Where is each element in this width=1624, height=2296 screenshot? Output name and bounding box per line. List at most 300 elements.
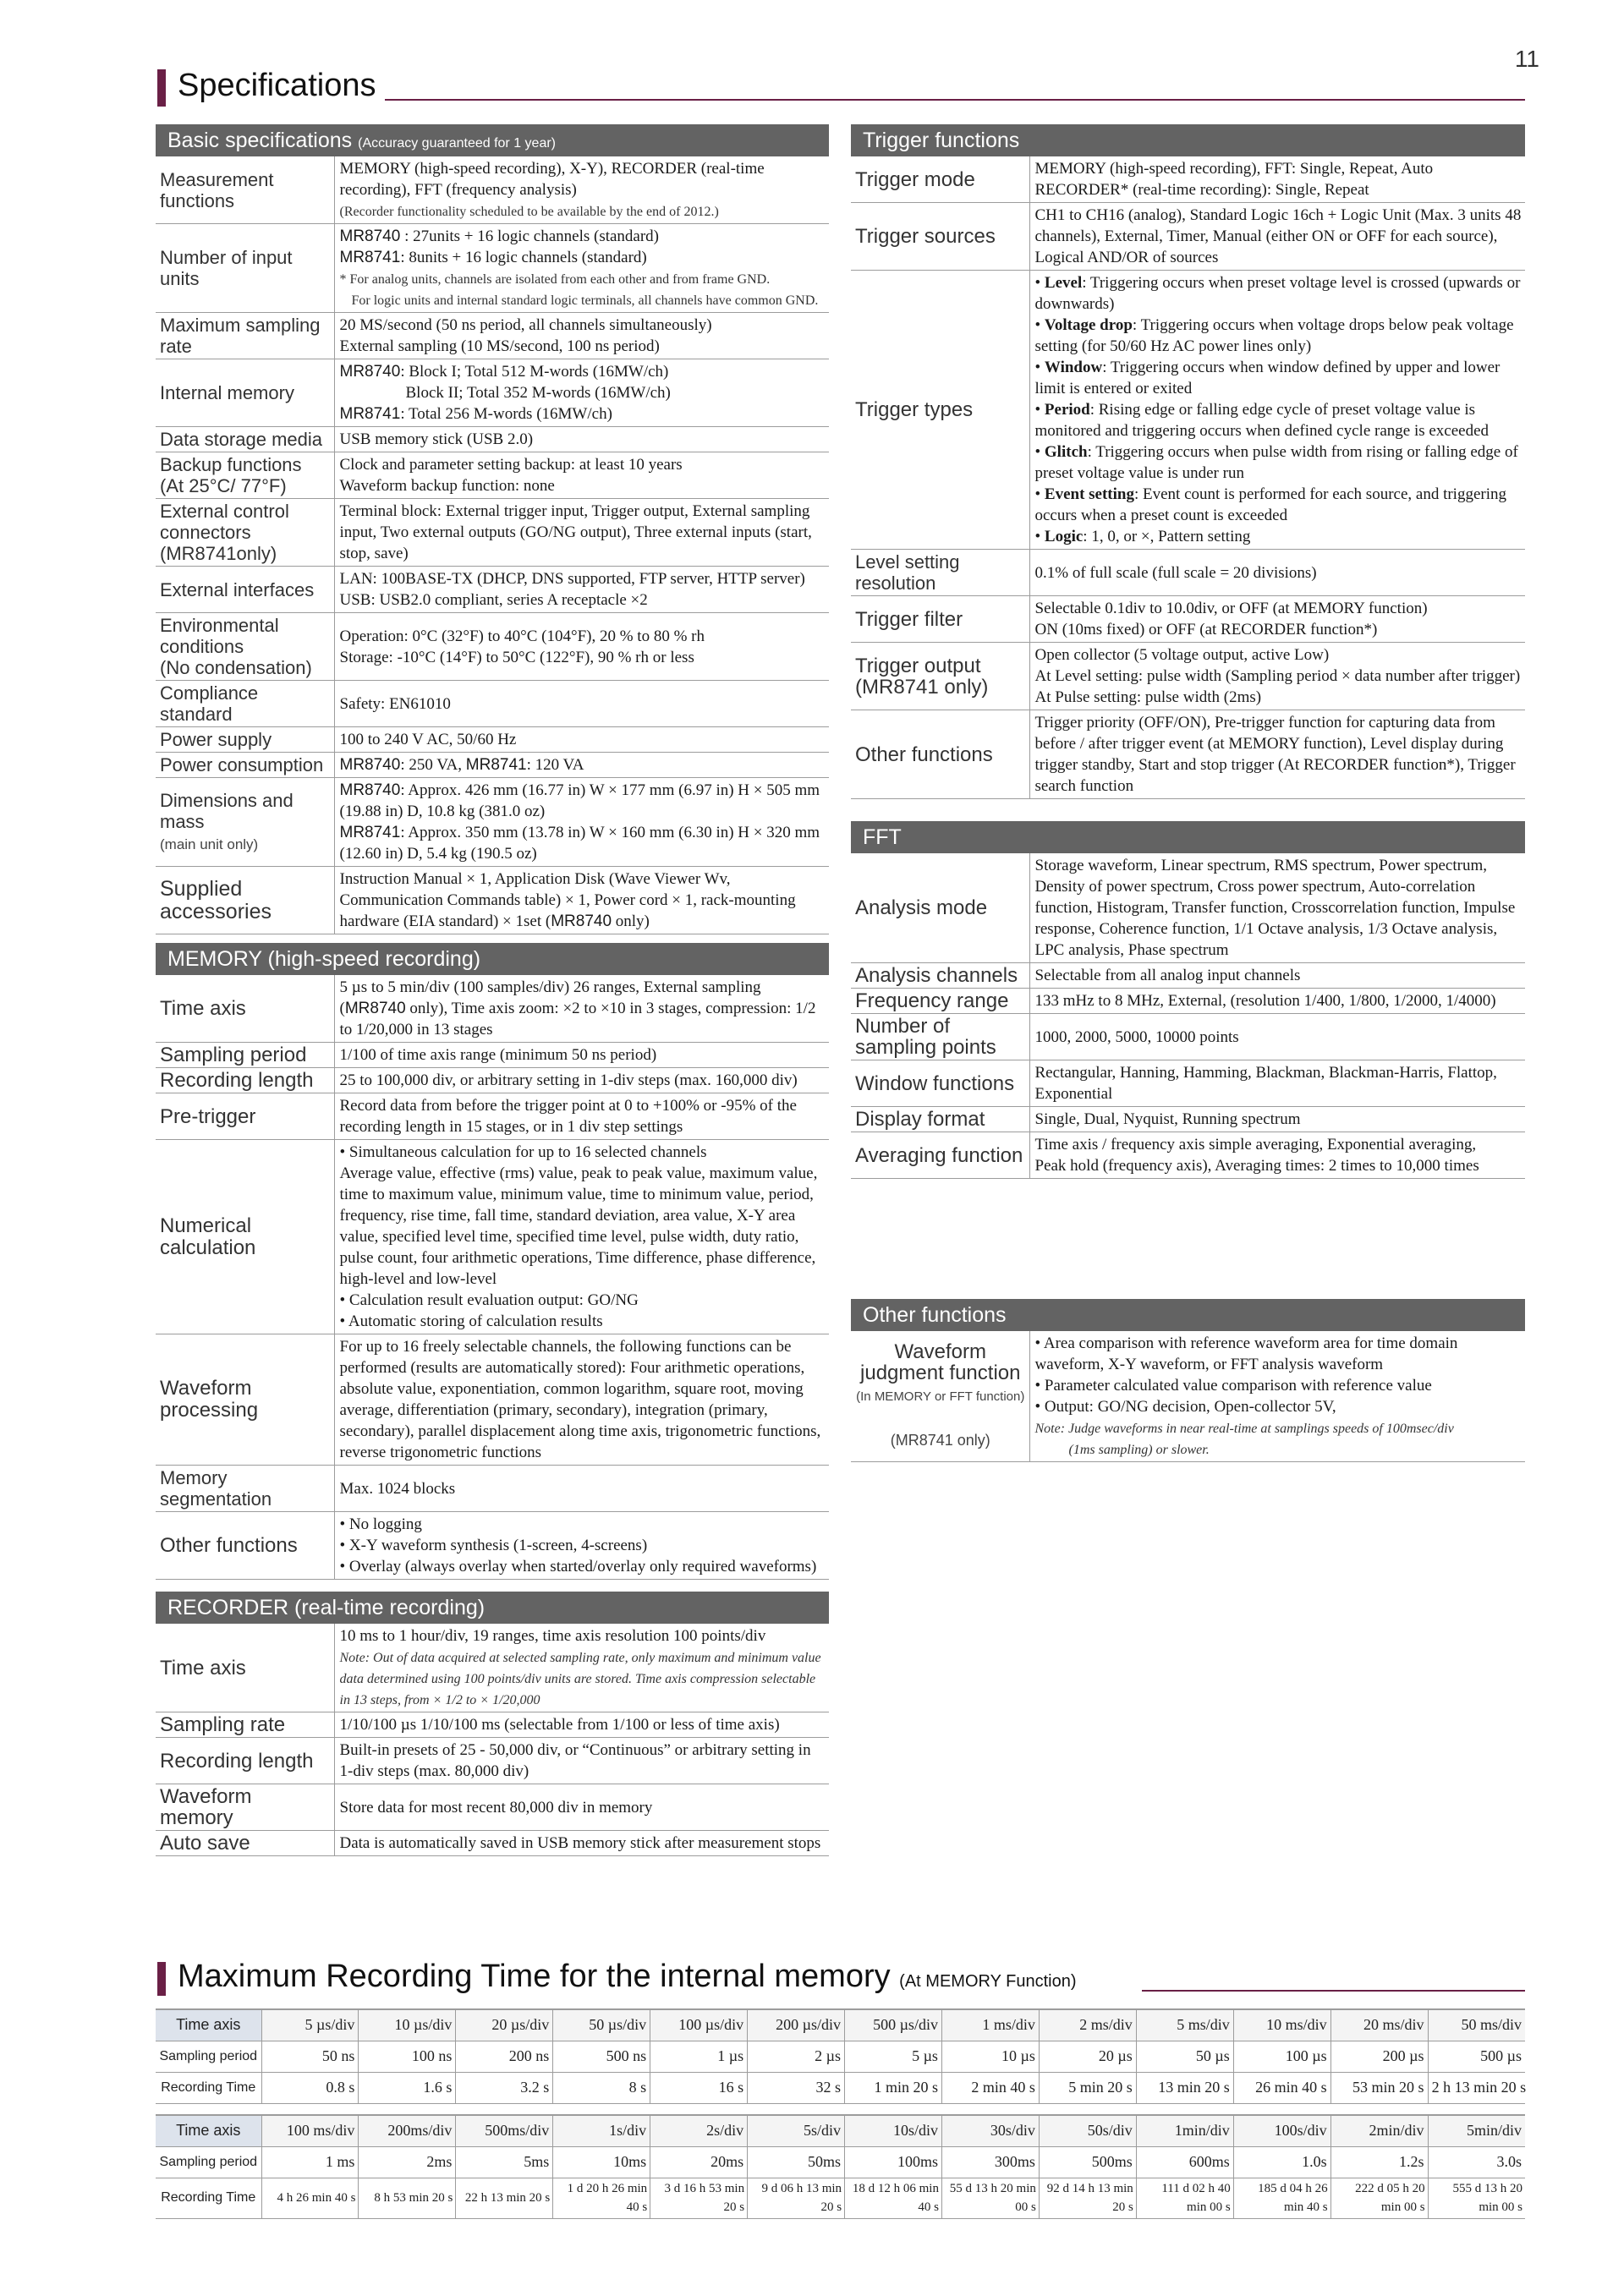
recording-time-table-2 [156, 2114, 1525, 2219]
row-label [156, 452, 334, 499]
row-value: Store data for most recent 80,000 div in memory [334, 1784, 829, 1831]
table-cell: 1 d 20 h 26 min 40 s [553, 2178, 650, 2218]
value-text: : Approx. 350 mm (13.78 in) W × 160 mm (6.30 in) H × 320 mm (12.60 in) D, 5.4 kg (190.5 oz) [339, 824, 820, 863]
basic-specs-title: Basic specifications [167, 129, 353, 152]
memory-header: MEMORY (high-speed recording) [156, 943, 829, 975]
row-value: Rectangular, Hanning, Hamming, Blackman, Blackman-Harris, Flattop, Exponential [1029, 1060, 1525, 1107]
table-row [156, 613, 829, 681]
basic-specs-table [156, 156, 829, 934]
table-cell: 100 µs/div [650, 2009, 748, 2041]
model-name: MR8740 [339, 227, 401, 245]
model-name: MR8740 [551, 912, 612, 930]
row-label: Window functions [851, 1060, 1029, 1107]
table-row [156, 313, 829, 359]
table-cell: 3.2 s [456, 2072, 553, 2103]
table-row [851, 203, 1525, 271]
row-header: Time axis [156, 2115, 261, 2146]
value-text: • X-Y waveform synthesis (1-screen, 4-screens) [339, 1537, 648, 1554]
value-text: : 1, 0, or ×, Pattern setting [1083, 528, 1251, 545]
model-name: MR8740 [339, 781, 401, 799]
table-cell: 55 d 13 h 20 min 00 s [941, 2178, 1039, 2218]
value-text: 10 ms to 1 hour/div, 19 ranges, time axis resolution 100 points/div [339, 1627, 766, 1645]
recording-title [178, 1959, 1077, 1995]
row-label [851, 1331, 1029, 1462]
table-cell: 26 min 40 s [1233, 2072, 1330, 2103]
table-cell: 13 min 20 s [1136, 2072, 1233, 2103]
value-text: At Level setting: pulse width (Sampling period × data number after trigger) [1034, 667, 1521, 685]
table-cell: 92 d 14 h 13 min 20 s [1039, 2178, 1136, 2218]
time-axis-row [156, 2115, 1525, 2146]
fft-header: FFT [851, 821, 1525, 853]
table-row [156, 1068, 829, 1093]
model-name: MR8741 [465, 756, 527, 774]
table-cell: 1.2s [1330, 2146, 1428, 2178]
value-text: Operation: 0°C (32°F) to 40°C (104°F), 20 % to 80 % rh [339, 627, 705, 645]
value-text: RECORDER* (real-time recording): Single, Repeat [1034, 181, 1369, 199]
row-value [334, 613, 829, 681]
table-cell: 1 min 20 s [845, 2072, 942, 2103]
table-row [851, 1014, 1525, 1060]
table-cell: 20 µs [1039, 2041, 1136, 2072]
table-row [156, 427, 829, 452]
value-text: Time axis / frequency axis simple averaging, Exponential averaging, [1034, 1136, 1477, 1153]
term: Glitch [1044, 443, 1088, 461]
row-label: Number of sampling points [851, 1014, 1029, 1060]
table-cell: 100 ms/div [261, 2115, 359, 2146]
value-text: • No logging [339, 1515, 422, 1533]
row-value [334, 452, 829, 499]
table-cell: 50 ms/div [1428, 2009, 1525, 2041]
table-row [851, 853, 1525, 963]
recording-title-text: Maximum Recording Time for the internal memory [178, 1959, 891, 1994]
table-cell: 10ms [553, 2146, 650, 2178]
row-value [1029, 643, 1525, 710]
row-value [334, 1140, 829, 1334]
value-text: Clock and parameter setting backup: at least 10 years [339, 456, 683, 474]
value-text: • Calculation result evaluation output: GO/NG [339, 1291, 639, 1309]
value-text: : Rising edge or falling edge cycle of preset voltage value is monitored and triggering occurs when defined cycle range is exceeded [1034, 401, 1490, 440]
table-row [156, 727, 829, 753]
row-label: External interfaces [156, 567, 334, 613]
heading-rule [1142, 1990, 1525, 1992]
label-sub: (MR8741 only) [890, 1432, 990, 1449]
row-value: Max. 1024 blocks [334, 1466, 829, 1512]
table-row [851, 1331, 1525, 1462]
table-row [156, 1624, 829, 1712]
value-text: USB: USB2.0 compliant, series A receptacle ×2 [339, 591, 648, 609]
value-text: Average value, effective (rms) value, peak to peak value, maximum value, time to maximum value, minimum value, time to minimum value, period, frequency, rise time, fall time, standard deviation, area value, X-Y area value, specified level time, specified time level, pulse width, duty ratio, pulse count, four arithmetic operations, Time difference, phase difference, high-level and low-level [339, 1164, 818, 1288]
other-functions-header: Other functions [851, 1299, 1525, 1331]
row-header: Sampling period [156, 2041, 261, 2072]
value-text: : Total 256 M-words (16MW/ch) [400, 405, 612, 423]
table-row [156, 975, 829, 1043]
table-cell: 9 d 06 h 13 min 20 s [748, 2178, 845, 2218]
table-cell: 2 h 13 min 20 s [1428, 2072, 1525, 2103]
row-label [156, 613, 334, 681]
row-label: Internal memory [156, 359, 334, 427]
table-cell: 200ms/div [359, 2115, 456, 2146]
row-value: 133 mHz to 8 MHz, External, (resolution 1/400, 1/800, 1/2000, 1/4000) [1029, 989, 1525, 1014]
row-value [334, 156, 829, 224]
value-text: Open collector (5 voltage output, active Low) [1034, 646, 1330, 664]
table-row [156, 1334, 829, 1466]
table-row [851, 963, 1525, 989]
table-cell: 100ms [845, 2146, 942, 2178]
row-value: Record data from before the trigger point at 0 to +100% or -95% of the recording length in 15 stages, or in 1 div step settings [334, 1093, 829, 1140]
fft-table [851, 853, 1525, 1179]
value-text: 5 µs to 5 min/div (100 samples/div) 26 ranges, External sampling ( [339, 978, 761, 1017]
value-text: Instruction Manual × 1, Application Disk (Wave Viewer Wv, Communication Commands table) × 1, Power cord × 1, rack-mounting hardware (EIA standard) × 1set ( [339, 870, 796, 930]
value-text: Storage: -10°C (14°F) to 50°C (122°F), 90 % rh or less [339, 648, 694, 666]
sampling-period-row [156, 2041, 1525, 2072]
heading-accent-bar [157, 69, 166, 107]
row-value [334, 224, 829, 313]
row-value: Terminal block: External trigger input, Trigger output, External sampling input, Two external outputs (GO/NG output), Three external inputs (start, stop, save) [334, 499, 829, 567]
value-text: At Pulse setting: pulse width (2ms) [1034, 688, 1262, 706]
row-label: Analysis mode [851, 853, 1029, 963]
table-row [156, 1140, 829, 1334]
row-value: Selectable from all analog input channels [1029, 963, 1525, 989]
row-label: Trigger types [851, 271, 1029, 550]
recording-time-table-1 [156, 2008, 1525, 2104]
row-label: Numerical calculation [156, 1140, 334, 1334]
table-cell: 222 d 05 h 20 min 00 s [1330, 2178, 1428, 2218]
row-label [156, 499, 334, 567]
table-cell: 2min/div [1330, 2115, 1428, 2146]
trigger-header: Trigger functions [851, 124, 1525, 156]
row-value: 100 to 240 V AC, 50/60 Hz [334, 727, 829, 753]
row-value [334, 778, 829, 867]
table-row [851, 156, 1525, 203]
table-cell: 500 ns [553, 2041, 650, 2072]
label-sub: (At 25°C/ 77°F) [160, 475, 287, 496]
table-cell: 1.0s [1233, 2146, 1330, 2178]
table-row [851, 271, 1525, 550]
heading-accent-bar [157, 1962, 166, 1996]
row-value [334, 567, 829, 613]
row-value: • Level: Triggering occurs when preset voltage level is crossed (upwards or downwards) • Voltage drop: Triggering occurs when voltage drops below peak voltage setting (for 50/60 Hz AC power lines only) • Window: Triggering occurs when window defined by upper and lower limit is entered or exited • Period: Rising edge or falling edge cycle of preset voltage value is monitored and triggering occurs when defined cycle range is exceeded • Glitch: Triggering occurs when pulse width from rising or falling edge of preset voltage value is under run • Event setting: Event count is performed for each source, and triggering occurs when a preset count is exceeded • Logic: 1, 0, or ×, Pattern setting [1029, 271, 1525, 550]
row-label: Number of input units [156, 224, 334, 313]
table-cell: 50s/div [1039, 2115, 1136, 2146]
term: Voltage drop [1044, 316, 1133, 334]
table-row [156, 1738, 829, 1784]
table-cell: 1s/div [553, 2115, 650, 2146]
label-text: Backup functions [160, 454, 302, 475]
recording-title-note: (At MEMORY Function) [899, 1972, 1077, 1991]
label-text: External control connectors [160, 501, 289, 543]
table-cell: 1min/div [1136, 2115, 1233, 2146]
value-text: : Event count is performed for each source, and triggering occurs when a preset count is exceeded [1034, 485, 1506, 524]
sampling-period-row [156, 2146, 1525, 2178]
table-row [851, 710, 1525, 799]
term: Period [1044, 401, 1090, 419]
right-column [851, 124, 1525, 1462]
row-label: Pre-trigger [156, 1093, 334, 1140]
table-row [851, 1060, 1525, 1107]
row-value [334, 359, 829, 427]
table-row [156, 753, 829, 778]
table-cell: 8 h 53 min 20 s [359, 2178, 456, 2218]
row-value [334, 1624, 829, 1712]
row-value: 0.1% of full scale (full scale = 20 divisions) [1029, 550, 1525, 596]
table-cell: 500ms [1039, 2146, 1136, 2178]
row-label: Recording length [156, 1068, 334, 1093]
row-value: 25 to 100,000 div, or arbitrary setting in 1-div steps (max. 160,000 div) [334, 1068, 829, 1093]
table-cell: 100s/div [1233, 2115, 1330, 2146]
table-row [156, 156, 829, 224]
row-value: 1/100 of time axis range (minimum 50 ns period) [334, 1043, 829, 1068]
basic-specs-note: (Accuracy guaranteed for 1 year) [358, 136, 556, 151]
table-cell: 555 d 13 h 20 min 00 s [1428, 2178, 1525, 2218]
label-sub: (main unit only) [160, 836, 259, 852]
row-label: Power supply [156, 727, 334, 753]
recording-time-row [156, 2072, 1525, 2103]
value-text: • Output: GO/NG decision, Open-collector 5V, [1034, 1398, 1336, 1416]
row-label: Frequency range [851, 989, 1029, 1014]
table-cell: 2 µs [748, 2041, 845, 2072]
trigger-table [851, 156, 1525, 799]
table-cell: 1 ms/div [941, 2009, 1039, 2041]
row-value: CH1 to CH16 (analog), Standard Logic 16ch + Logic Unit (Max. 3 units 48 channels), External, Timer, Manual (either ON or OFF for each source), Logical AND/OR of sources [1029, 203, 1525, 271]
row-label: Display format [851, 1107, 1029, 1132]
table-cell: 10 µs/div [359, 2009, 456, 2041]
row-label: Other functions [851, 710, 1029, 799]
table-cell: 1.6 s [359, 2072, 456, 2103]
recorder-header: RECORDER (real-time recording) [156, 1592, 829, 1624]
row-header: Sampling period [156, 2146, 261, 2178]
row-header: Recording Time [156, 2072, 261, 2103]
row-value [1029, 1132, 1525, 1179]
label-sub: (No condensation) [160, 657, 312, 678]
row-value [334, 313, 829, 359]
value-text: LAN: 100BASE-TX (DHCP, DNS supported, FTP server, HTTP server) [339, 570, 805, 588]
table-cell: 50 ns [261, 2041, 359, 2072]
time-axis-row [156, 2009, 1525, 2041]
value-text: : Triggering occurs when window defined by upper and lower limit is entered or exited [1034, 359, 1501, 397]
table-row [156, 499, 829, 567]
value-text: MEMORY (high-speed recording), X-Y), RECORDER (real-time recording), FFT (frequency analysis) [339, 160, 765, 199]
model-name: MR8740 [339, 756, 401, 774]
table-row [156, 452, 829, 499]
row-value: For up to 16 freely selectable channels, the following functions can be performed (results are automatically stored): Four arithmetic operations, absolute value, exponentiation, common logarithm, square root, moving average, differentiation (primary, secondary), integration (primary, secondary), parallel displacement along time axis, trigonometric functions, reverse trigonometric functions [334, 1334, 829, 1466]
row-value: Trigger priority (OFF/ON), Pre-trigger function for capturing data from before / after trigger event (at MEMORY function), Level display during trigger standby, Start and stop trigger (At RECORDER function*), Trigger search function [1029, 710, 1525, 799]
table-cell: 2 ms/div [1039, 2009, 1136, 2041]
table-row [156, 778, 829, 867]
table-cell: 300ms [941, 2146, 1039, 2178]
table-cell: 50 µs/div [553, 2009, 650, 2041]
left-column [156, 124, 829, 1856]
table-cell: 3 d 16 h 53 min 20 s [650, 2178, 748, 2218]
row-label: Level setting resolution [851, 550, 1029, 596]
value-text: : 250 VA, [400, 756, 466, 774]
row-label: Time axis [156, 975, 334, 1043]
term: Logic [1044, 528, 1084, 545]
table-row [156, 1466, 829, 1512]
label-sub: (In MEMORY or FFT function) [856, 1389, 1025, 1404]
value-text: • Parameter calculated value comparison with reference value [1034, 1377, 1432, 1395]
page-number: 11 [1514, 46, 1539, 72]
term: Level [1044, 274, 1083, 292]
recorder-table [156, 1624, 829, 1856]
model-name: MR8740 [339, 363, 401, 381]
value-note: (Recorder functionality scheduled to be available by the end of 2012.) [339, 205, 719, 219]
value-text: • Automatic storing of calculation results [339, 1312, 603, 1330]
row-value: Safety: EN61010 [334, 681, 829, 727]
table-cell: 10 µs [941, 2041, 1039, 2072]
row-label: Auto save [156, 1831, 334, 1856]
row-value [1029, 596, 1525, 643]
table-cell: 500 µs [1428, 2041, 1525, 2072]
table-cell: 4 h 26 min 40 s [261, 2178, 359, 2218]
value-note: Note: Judge waveforms in near real-time at samplings speeds of 100msec/div [1034, 1422, 1454, 1436]
table-cell: 200 µs/div [748, 2009, 845, 2041]
value-text: Peak hold (frequency axis), Averaging times: 2 times to 10,000 times [1034, 1157, 1479, 1175]
row-value [334, 975, 829, 1043]
row-label: Trigger sources [851, 203, 1029, 271]
table-cell: 1 µs [650, 2041, 748, 2072]
table-cell: 8 s [553, 2072, 650, 2103]
row-value: 1000, 2000, 5000, 10000 points [1029, 1014, 1525, 1060]
table-cell: 10 ms/div [1233, 2009, 1330, 2041]
table-cell: 2s/div [650, 2115, 748, 2146]
table-cell: 500 µs/div [845, 2009, 942, 2041]
row-value [334, 867, 829, 934]
table-cell: 20ms [650, 2146, 748, 2178]
label-text: Waveform judgment function [860, 1340, 1021, 1384]
table-cell: 5 min 20 s [1039, 2072, 1136, 2103]
row-label: Recording length [156, 1738, 334, 1784]
table-row [156, 1784, 829, 1831]
model-name: MR8741 [339, 249, 401, 266]
label-sub: (MR8741 only) [855, 675, 989, 699]
value-text: only), Time axis zoom: ×2 to ×10 in 3 stages, compression: 1/2 to 1/20,000 in 13 stages [339, 1000, 816, 1038]
value-text: External sampling (10 MS/second, 100 ns period) [339, 337, 660, 355]
value-text: : Block I; Total 512 M-words (16MW/ch) [400, 363, 669, 381]
table-row [851, 1132, 1525, 1179]
table-cell: 2 min 40 s [941, 2072, 1039, 2103]
row-label: Measurement functions [156, 156, 334, 224]
row-value [1029, 1331, 1525, 1462]
value-text: Selectable 0.1div to 10.0div, or OFF (at MEMORY function) [1034, 600, 1428, 617]
value-text: 20 MS/second (50 ns period, all channels simultaneously) [339, 316, 712, 334]
value-note: Note: Out of data acquired at selected sampling rate, only maximum and minimum value data determined using 100 points/div units are stored. Time axis compression selectable in 13 steps, from × 1/2 to × 1/20,000 [339, 1651, 821, 1707]
basic-specs-header [156, 124, 829, 156]
table-row [156, 1712, 829, 1738]
row-header: Time axis [156, 2009, 261, 2041]
value-text: • Simultaneous calculation for up to 16 selected channels [339, 1143, 707, 1161]
row-label: Averaging function [851, 1132, 1029, 1179]
value-text: : 27units + 16 logic channels (standard) [400, 227, 660, 245]
value-text: : Triggering occurs when pulse width from rising or falling edge of preset voltage value is under run [1034, 443, 1518, 482]
value-text: MEMORY (high-speed recording), FFT: Single, Repeat, Auto [1034, 160, 1434, 178]
row-label: Sampling period [156, 1043, 334, 1068]
memory-table [156, 975, 829, 1580]
table-cell: 16 s [650, 2072, 748, 2103]
table-row [851, 1107, 1525, 1132]
label-text: Dimensions and mass [160, 789, 294, 832]
label-sub: (MR8741only) [160, 543, 277, 564]
table-cell: 500ms/div [456, 2115, 553, 2146]
table-cell: 3.0s [1428, 2146, 1525, 2178]
table-cell: 5 µs/div [261, 2009, 359, 2041]
value-note: (1ms sampling) or slower. [1068, 1443, 1210, 1457]
row-value: Single, Dual, Nyquist, Running spectrum [1029, 1107, 1525, 1132]
row-label: Analysis channels [851, 963, 1029, 989]
value-text: only) [612, 912, 650, 930]
table-cell: 5 µs [845, 2041, 942, 2072]
other-functions-table [851, 1331, 1525, 1462]
table-cell: 5s/div [748, 2115, 845, 2146]
table-cell: 200 ns [456, 2041, 553, 2072]
row-label: Power consumption [156, 753, 334, 778]
row-value [334, 753, 829, 778]
table-cell: 30s/div [941, 2115, 1039, 2146]
table-row [851, 989, 1525, 1014]
row-value: Data is automatically saved in USB memory stick after measurement stops [334, 1831, 829, 1856]
label-text: Environmental conditions [160, 615, 279, 657]
term: Window [1044, 359, 1103, 376]
table-row [156, 1093, 829, 1140]
table-cell: 20 ms/div [1330, 2009, 1428, 2041]
value-text: • Area comparison with reference waveform area for time domain waveform, X-Y waveform, or FFT analysis waveform [1034, 1334, 1458, 1373]
row-label: Time axis [156, 1624, 334, 1712]
row-label [851, 643, 1029, 710]
row-label: Sampling rate [156, 1712, 334, 1738]
table-row [156, 224, 829, 313]
value-text: : Approx. 426 mm (16.77 in) W × 177 mm (6.97 in) H × 505 mm (19.88 in) D, 10.8 kg (381.0 oz) [339, 781, 820, 820]
value-text: : 8units + 16 logic channels (standard) [400, 249, 647, 266]
row-label: Trigger mode [851, 156, 1029, 203]
heading-rule [385, 99, 1525, 101]
row-header: Recording Time [156, 2178, 261, 2218]
row-label: Supplied accessories [156, 867, 334, 934]
row-label: Other functions [156, 1512, 334, 1580]
row-label: Trigger filter [851, 596, 1029, 643]
table-cell: 10s/div [845, 2115, 942, 2146]
label-text: Trigger output [855, 654, 981, 677]
table-cell: 22 h 13 min 20 s [456, 2178, 553, 2218]
model-name: MR8741 [339, 824, 401, 841]
table-cell: 185 d 04 h 26 min 40 s [1233, 2178, 1330, 2218]
recording-time-row [156, 2178, 1525, 2218]
table-cell: 32 s [748, 2072, 845, 2103]
table-row [156, 1831, 829, 1856]
page-title: Specifications [178, 68, 376, 103]
table-row [156, 567, 829, 613]
table-cell: 200 µs [1330, 2041, 1428, 2072]
table-cell: 0.8 s [261, 2072, 359, 2103]
value-text: : Triggering occurs when voltage drops below peak voltage setting (for 50/60 Hz AC power lines only) [1034, 316, 1514, 355]
table-cell: 20 µs/div [456, 2009, 553, 2041]
table-cell: 50 µs [1136, 2041, 1233, 2072]
table-row [156, 1043, 829, 1068]
row-label: Memory segmentation [156, 1466, 334, 1512]
table-cell: 53 min 20 s [1330, 2072, 1428, 2103]
table-cell: 600ms [1136, 2146, 1233, 2178]
table-row [851, 643, 1525, 710]
row-label: Waveform processing [156, 1334, 334, 1466]
value-note: For logic units and internal standard logic terminals, all channels have common GND. [351, 293, 819, 308]
table-cell: 100 µs [1233, 2041, 1330, 2072]
row-label: Waveform memory [156, 1784, 334, 1831]
table-cell: 111 d 02 h 40 min 00 s [1136, 2178, 1233, 2218]
row-label: Maximum sampling rate [156, 313, 334, 359]
value-text: Block II; Total 352 M-words (16MW/ch) [405, 384, 671, 402]
row-value: 1/10/100 µs 1/10/100 ms (selectable from 1/100 or less of time axis) [334, 1712, 829, 1738]
value-note: * For analog units, channels are isolated from each other and from frame GND. [339, 272, 771, 287]
table-row [156, 359, 829, 427]
row-value: Storage waveform, Linear spectrum, RMS spectrum, Power spectrum, Density of power spectrum, Cross power spectrum, Auto-correlation function, Histogram, Transfer function, Crosscorrelation function, Impulse response, Coherence function, 1/1 Octave analysis, 1/3 Octave analysis, LPC analysis, Phase spectrum [1029, 853, 1525, 963]
